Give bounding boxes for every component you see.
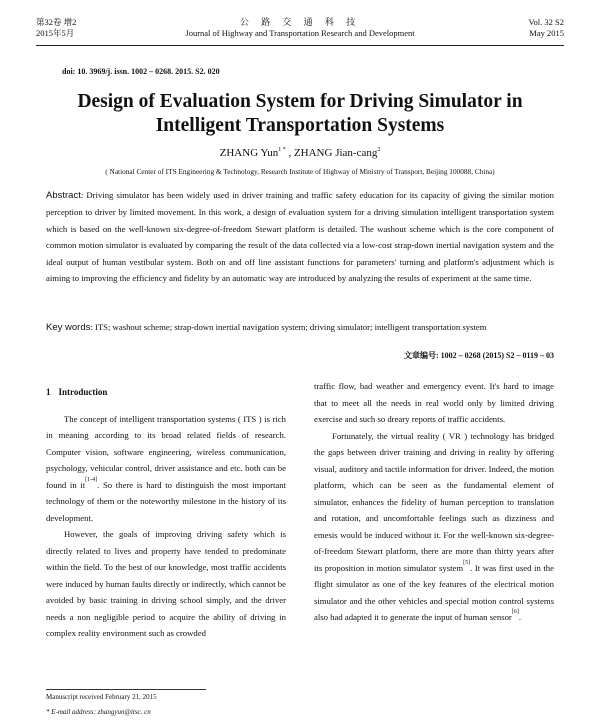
- paper-title: [40, 90, 560, 138]
- paragraph-text: Fortunately, the virtual reality ( VR ) technology has bridged the gaps between driver training and driving in reality by offering visual, auditory and tactile information for driver. Indeed, the motion platform, which can be seen as the fundamental element of simulator, enhances the fidelity of human perception to translation and rotation, and uncomfortable feelings such as dizziness and emesis would be induced without it. For the well-known six-degree-of-freedom Stewart platform, there are more than thirty years after its proposition in motion simulator system: [314, 430, 554, 573]
- footnote-rule: [46, 689, 206, 690]
- journal-name-en: Journal of Highway and Transportation Research and Development: [185, 27, 415, 38]
- footnote-received: Manuscript received February 21, 2015: [46, 693, 157, 701]
- author-list: [0, 147, 600, 159]
- title-line-1: Design of Evaluation System for Driving Simulator in: [77, 91, 523, 112]
- paragraph: [314, 428, 554, 626]
- paragraph-text: . So there is hard to distinguish the most important technology of them or the noteworthy milestone in the history of its development.: [46, 479, 287, 523]
- running-header-right: [528, 17, 564, 38]
- author-2-marker: 2: [377, 147, 381, 153]
- volume-issue-en: Vol. 32 S2: [528, 17, 564, 27]
- paragraph: traffic flow, bad weather and emergency event. It's hard to image that to meet all the needs in real world only by limited driving exercise and such so dreary reports of traffic accidents.: [314, 381, 554, 424]
- header-rule: [36, 45, 564, 46]
- title-line-2: Intelligent Transportation Systems: [155, 115, 445, 136]
- keywords-text: : ITS; washout scheme; strap-down inertial navigation system; driving simulator; intelligent transportation system: [90, 322, 487, 332]
- paragraph: [46, 411, 286, 527]
- paragraph-text: .: [518, 612, 521, 622]
- keywords-label: Key words: [46, 322, 91, 333]
- journal-name-cn: 公 路 交 通 科 技: [239, 17, 361, 27]
- section-number: 1: [46, 387, 51, 397]
- abstract-text: : Driving simulator has been widely used in driver training and traffic safety education for its capacity of giving the similar motion perception to driver by limited movement. In this work, a design of evaluation system for a driving simulation intelligent transportation system which is based on the well-known six-degree-of-freedom Stewart platform is detailed. The washout scheme which is the core component of common motion simulator is evaluated by comparing the result of the data collected via a low-cost strap-down inertial navigation system and the ideal output of human vestibular system. Both on and off line assistant functions for parameters' turning and platform's adjustment which is aiming to improving the efficiency and fidelity by an automatic way are introduced by analyzing the results of experiment at the same time.: [46, 190, 554, 284]
- section-title: Introduction: [58, 387, 108, 397]
- paragraph-text: The concept of intelligent transportation systems ( ITS ) is rich in meaning according to its broad related fields of research. Computer vision, software engineering, wireless communication, psychology, vehicular control, driver assistance and etc. both can be found in it: [46, 413, 286, 490]
- citation: [1-4]: [85, 476, 98, 483]
- keywords: [46, 320, 554, 336]
- abstract: [46, 187, 554, 286]
- right-column: [314, 378, 554, 626]
- doi: doi: 10. 3969/j. issn. 1002 – 0268. 2015. S2. 020: [62, 67, 220, 76]
- author-2: ZHANG Jian-cang: [293, 147, 378, 159]
- author-separator: ,: [285, 147, 294, 159]
- date-en: May 2015: [529, 27, 564, 38]
- article-number: 文章编号: 1002 – 0268 (2015) S2 – 0119 – 03: [404, 351, 554, 360]
- footnote-email: * E-mail address: zhangyun@itsc. cn: [46, 708, 151, 716]
- author-1: ZHANG Yun: [219, 147, 279, 159]
- paragraph-text: . It was first used in the flight simulator as one of the key features of the electrical motion simulator and the other vehicles and special motion control systems also had adapted it to generate the input of human sensor: [314, 562, 555, 622]
- citation: [5]: [463, 559, 471, 566]
- affiliation: ( National Center of ITS Engineering & Technology, Research Institute of Highway of Ministry of Transport, Beijing 100088, China): [105, 167, 495, 176]
- date-cn: 2015年5月: [36, 27, 75, 38]
- paragraph: However, the goals of improving driving safety which is directly related to lives and property have tended to predominate within the field. To the best of our knowledge, most traffic accidents were induced by human faults directly or indirectly, which cannot be avoided by basic training in driving school simply, and the driver needs a non negligible period to acquire the ability of driving in complex reality environment such as crowded: [46, 529, 286, 638]
- citation: [6]: [511, 609, 519, 615]
- abstract-label: Abstract: [46, 190, 81, 201]
- author-1-marker: 1 *: [278, 147, 286, 153]
- volume-issue-cn: 第32卷 增2: [36, 17, 77, 27]
- section-heading: [46, 384, 286, 401]
- left-column: [46, 384, 286, 642]
- running-header-center: [0, 17, 600, 38]
